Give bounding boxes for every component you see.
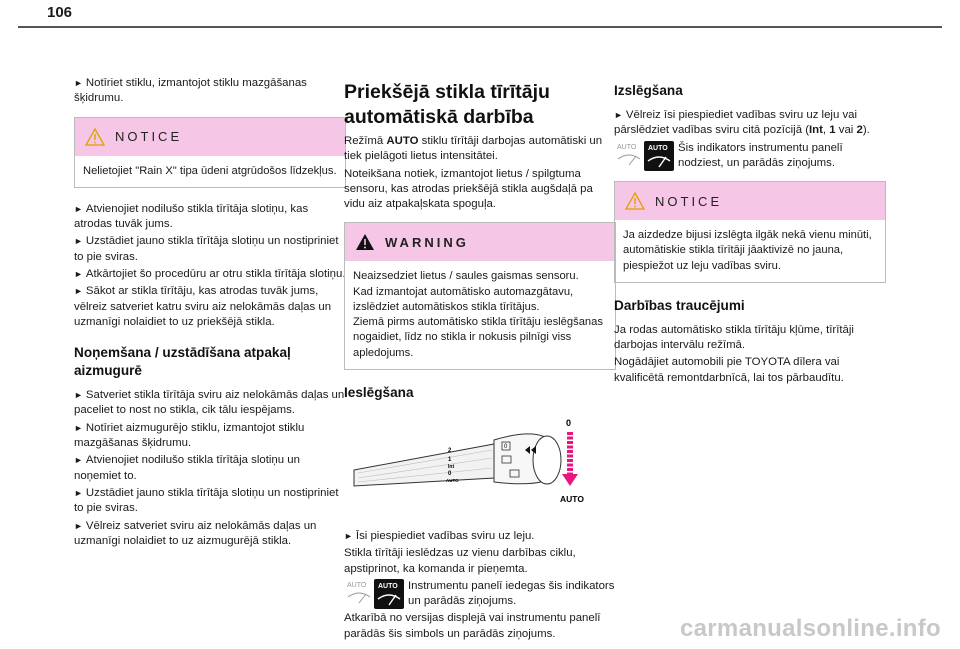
- list-item: ► Sākot ar stikla tīrītāju, kas atrodas tuvāk jums, vēlreiz satveriet katru sviru aiz nelokāmās daļas un uzmanīgi nolaidiet to uz priekšējā stikla.: [74, 285, 332, 328]
- auto-wiper-outline-icon: [344, 579, 374, 607]
- lever-scale-2: 2: [448, 447, 452, 454]
- column-3: [614, 76, 886, 388]
- list-item: ► Uzstādiet jauno stikla tīrītāja slotiņu un nostipriniet to pie sviras.: [74, 235, 339, 263]
- paragraph: Ja rodas automātisko stikla tīrītāju kļūme, tīrītāji darbojas intervālu režīmā.: [614, 323, 854, 352]
- list-item: ► Notīriet aizmugurējo stiklu, izmantojot stiklu mazgāšanas šķidrumu.: [74, 421, 305, 450]
- list-item: ► Uzstādiet jauno stikla tīrītāja slotiņu un nostipriniet to pie sviras.: [74, 486, 339, 515]
- lever-position-0: 0: [566, 417, 572, 428]
- paragraph: Stikla tīrītāji ieslēdzas uz vienu darbības ciklu, apstiprinot, ka komanda ir pieņemta.: [344, 547, 576, 575]
- svg-text:AUTO: AUTO: [347, 581, 367, 589]
- lever-scale-1: 1: [448, 456, 452, 463]
- warning-triangle-icon: [355, 233, 375, 251]
- auto-wiper-outline-icon: [614, 141, 644, 169]
- notice-box: [614, 181, 886, 283]
- svg-text:AUTO: AUTO: [378, 582, 398, 590]
- header-rule: [18, 26, 942, 28]
- lever-scale-auto: AUTO: [446, 477, 459, 483]
- intro-paragraph-2: Noteikšana notiek, izmantojot lietus / spilgtuma sensoru, kas atrodas priekšējā stikla augšdaļā pa vidu aiz atpakaļskata spoguļa.: [344, 167, 593, 211]
- list-item: ► Īsi piespiediet vadības sviru uz leju.: [344, 530, 535, 542]
- warning-text: Neaizsedziet lietus / saules gaismas sensoru. Kad izmantojat automātisko automazgātavu, izslēdziet automātiskos stikla tīrītājus. Ziemā pirms automātisko stikla tīrītāju ieslēgšanas nogaidiet, līdz no stikla ir nokusis pilnīgi viss apledojums.: [353, 270, 603, 359]
- column-1: [74, 76, 346, 551]
- warning-header: [345, 223, 615, 261]
- svg-text:0: 0: [504, 443, 508, 450]
- list-item: ► Satveriet stikla tīrītāja sviru aiz nelokāmās daļas un paceliet to nost no stikla, cik tālu iespējams.: [74, 389, 345, 417]
- warning-triangle-icon: [625, 192, 645, 210]
- watermark: carmanualsonline.info: [680, 615, 942, 642]
- lever-position-auto: AUTO: [560, 493, 584, 504]
- column-2: [344, 76, 616, 644]
- indicator-text: Šis indikators instrumentu panelī nodziest, un parādās ziņojums.: [678, 141, 843, 169]
- indicator-row: [344, 579, 616, 610]
- indicator-text: Instrumentu panelī iedegas šis indikators un parādās ziņojums.: [408, 579, 615, 608]
- section-heading-malfunction: Darbības traucējumi: [614, 297, 745, 313]
- lever-scale-0: 0: [448, 470, 452, 477]
- section-heading-on: Ieslēgšana: [344, 384, 414, 400]
- warning-triangle-icon: [85, 128, 105, 146]
- list-item: ► Atvienojiet nodilušo stikla tīrītāja slotiņu, kas atrodas tuvāk jums.: [74, 202, 309, 231]
- section-heading-off: Izslēgšana: [614, 83, 683, 98]
- warning-box: [344, 222, 616, 369]
- paragraph: Nogādājiet automobili pie TOYOTA dīlera vai kvalificētā remontdarbnīcā, lai tos pārbaudītu.: [614, 356, 844, 384]
- lever-scale-int: Int: [448, 463, 455, 470]
- list-item: ► Vēlreiz satveriet sviru aiz nelokāmās daļas un uzmanīgi nolaidiet to uz aizmugurējā stikla.: [74, 519, 317, 547]
- svg-text:AUTO: AUTO: [617, 143, 637, 151]
- list-item: ► Vēlreiz īsi piespiediet vadības sviru uz leju vai pārslēdziet vadības sviru citā pozīcijā (Int, 1 vai 2).: [614, 109, 870, 137]
- notice-title: NOTICE: [115, 128, 183, 144]
- notice-header: [615, 182, 885, 220]
- warning-title: WARNING: [385, 234, 469, 250]
- svg-text:AUTO: AUTO: [648, 144, 668, 152]
- notice-text: Nelietojiet "Rain X" tipa ūdeni atgrūdošos līdzekļus.: [83, 164, 337, 177]
- page-title: Priekšējā stikla tīrītāju automātiskā darbība: [344, 81, 550, 128]
- notice-text: Ja aizdedze bijusi izslēgta ilgāk nekā vienu minūti, automātiskie stikla tīrītāji jāaktivizē no jauna, piespiežot uz leju vadības sviru.: [623, 229, 872, 272]
- list-item: ► Atkārtojiet šo procedūru ar otru stikla tīrītāja slotiņu.: [74, 267, 346, 280]
- notice-header: [75, 118, 345, 156]
- wiper-lever-illustration: [344, 416, 606, 520]
- auto-wiper-indicator-icon: [644, 141, 674, 171]
- section-heading-rear: Noņemšana / uzstādīšana atpakaļ aizmugurē: [74, 345, 291, 379]
- list-item: ► Atvienojiet nodilušo stikla tīrītāja slotiņu un noņemiet to.: [74, 454, 300, 482]
- list-item: ► Notīriet stiklu, izmantojot stiklu mazgāšanas šķidrumu.: [74, 77, 307, 105]
- indicator-row: [614, 141, 886, 172]
- notice-title: NOTICE: [655, 193, 723, 209]
- auto-wiper-indicator-icon: [374, 579, 404, 609]
- paragraph: Atkarībā no versijas displejā vai instrumentu panelī parādās šis simbols un parādās ziņojums.: [344, 612, 601, 640]
- notice-box: [74, 117, 346, 188]
- intro-paragraph: Režīmā AUTO stiklu tīrītāji darbojas automātiski un tiek pielāgoti lietus intensitātei.: [344, 135, 603, 163]
- page-number: 106: [47, 4, 73, 21]
